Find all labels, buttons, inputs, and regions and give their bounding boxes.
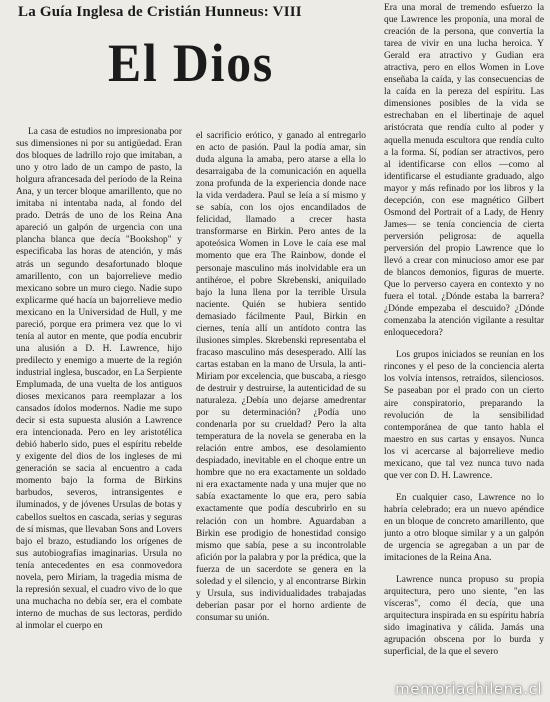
column-2 [196, 130, 366, 702]
site-watermark: memoriachilena.cl [395, 680, 542, 698]
column-3-paragraph-3: En cualquier caso, Lawrence no lo habría celebrado; era un nuevo apéndice en un bloque de concreto amarillento, que junto a otro bloque similar y a un galpón de urgencia se agregaban a un par de imitaciones de la Reina Ana. [384, 492, 544, 564]
column-3-paragraph-1: Era una moral de tremendo esfuerzo la que Lawrence les proponía, una moral de creación de la persona, que convertía la tarea de vivir en una lucha heroica. Y Gerald era atractivo y Gudian era atractiva, pero en ellos Women in Love enseñaba la caída, y las consecuencias de la caída en la pereza del espíritu. Las dimensiones posibles de la vida se estrechaban en el libertinaje de aquel aristócrata que rendía culto al poder y aquella menuda escultora que rendía culto a la forma. Sí, podían ser atractivos, pero al identificarse con ellos —como al identificarse el estudiante graduado, algo mayor y más refinado por los libros y la decepción, con ese magnético Gilbert Osmond del Portrait of a Lady, de Henry James— se tenía conciencia de cierta perversión peligrosa: de aquella perversión del propio Lawrence que lo llevó a crear con minucioso amor ese par de blancos demonios, figuras de muerte. Que lo perverso cayera en contexto y no fuera el total. ¿Dónde estaba la barrera? ¿Dónde empezaba el descuido? ¿Dónde comenzaba la atención vigilante a resultar enloquecedora? [384, 3, 544, 339]
column-3-paragraph-2: Los grupos iniciados se reunían en los rincones y el peso de la conciencia alerta los volvía intensos, retraídos, silenciosos. Se paseaban por el prado con un cierto aire conspiratorio, preparando la revolución de la sensibilidad contemporánea de que tanto habla el maestro en sus cartas y ensayos. Nunca los vi acercarse al bajorrelieve medio mexicano, que tal vez nunca tuvo nada que ver con D. H. Lawrence. [384, 350, 544, 481]
column-1-paragraph-1: La casa de estudios no impresionaba por sus dimensiones ni por su antigüedad. Eran dos bloques de ladrillo rojo que imitaban, a uno y otro lado de un campo de pasto, la holgura afrancesada del período de la Reina Ana, y un tercer bloque amarillento, que no imitaba ni intentaba nada, al fondo del prado. Detrás de uno de los Reina Ana apareció un galpón de urgencia con una plancha blanca que decía "Bookshop" y especificaba las horas de atención, y más atrás un segundo desafortunado bloque amarillento, con un bajorrelieve medio mexicano sobre un muro ciego. Nadie supo explicarme qué hacía un bajorrelieve medio mexicano en la Universidad de Hull, y me pareció, porque era primera vez que lo vi tenía al autor en mente, que podía encubrir una alusión a D. H. Lawrence, hijo predilecto y enemigo a muerte de la región industrial inglesa, buscador, en La Serpiente Emplumada, de una vuelta de los antiguos dioses mexicanos para reemplazar a los cansados ídolos modernos. Nadie me supo decir si esta supuesta alusión a Lawrence era intencionada. Pero en ley aristotélica debió haberlo sido, pues el espíritu rebelde y exigente del dios de los ingleses de mi generación se sacia al encuentro a cada momento bajo la forma de Birkins barbudos, severos, intransigentes e iluminados, y de jóvenes Ursulas de botas y cabellos sueltos en cascada, serias y seguras de sí mismas, que llevaban Sons and Lovers bajo el brazo, estudiando los orígenes de sus autobiografías imaginarias. Ursula no tenía antecedentes en esa conmovedora novela, pero Miriam, la tragedia misma de la represión sexual, el cuadro vivo de lo que una muchacha no debía ser, era el combate interno de muchas de sus lectoras, perdido al inmolar el cuerpo en [16, 127, 182, 631]
column-3 [384, 2, 544, 702]
article-kicker: La Guía Inglesa de Cristián Hunneus: VIII [18, 4, 302, 20]
column-1 [16, 126, 182, 702]
column-3-paragraph-4: Lawrence nunca propuso su propia arquitectura, pero uno siente, "en las vísceras", como él decía, que una arquitectura inspirada en su espíritu habría sido imaginativa y cálida. Jamás una agrupación obscena por lo burda y superficial, de la que el severo [384, 575, 544, 658]
article-title: El Dios [108, 33, 275, 93]
column-2-paragraph-1: el sacrificio erótico, y ganado al entregarlo en acto de pasión. Paul la podía amar, sin duda alguna la amaba, pero atarse a ella lo desarraigaba de la comunicación en aquella zona profunda de la experiencia donde nace la vida verdadera. Paul se leía a sí mismo y se sabía, con los ojos encandilados de felicidad, llamado a crecer hasta transformarse en Birkin. Pero antes de la apoteósica Women in Love le caía ese mal momento que era The Rainbow, donde el personaje masculino más inolvidable era un antihéroe, el pobre Skrebenski, aniquilado bajo la luna llena por la terrible Ursula naciente. Quién se hubiera sentido demasiado fácilmente Paul, Birkin en ciernes, tenía allí un antídoto contra las ilusiones simples. Skrebenski representaba el fracaso masculino más desesperado. Allí las cartas estaban en la mano de Ursula, la anti-Miriam por excelencia, que buscaba, a riesgo de destruir y destruirse, la autenticidad de su naturaleza. ¿Debía uno dejarse amedrentar por su determinación? ¿Podía uno condenarla por su crueldad? Pero la alta temperatura de la novela se generaba en la relación entre ambos, ese desolamiento despiadado, inevitable en el choque entre un hombre que no era exactamente un soldado ni era exactamente nada y una mujer que no sabía exactamente lo que era, pero sabía exactamente que podía descubrirlo en su relación con un hombre. Aguardaban a Birkin ese prodigio de honestidad consigo mismo que sabía, pese a su incontrolable afición por la palabra y por la prédica, que la fuerza de un sacerdote se genera en la soledad y el silencio, y al encontrarse Birkin y Ursula, sus individualidades trabajadas deberían pasar por el horno ardiente de consumar su unión. [196, 131, 366, 623]
